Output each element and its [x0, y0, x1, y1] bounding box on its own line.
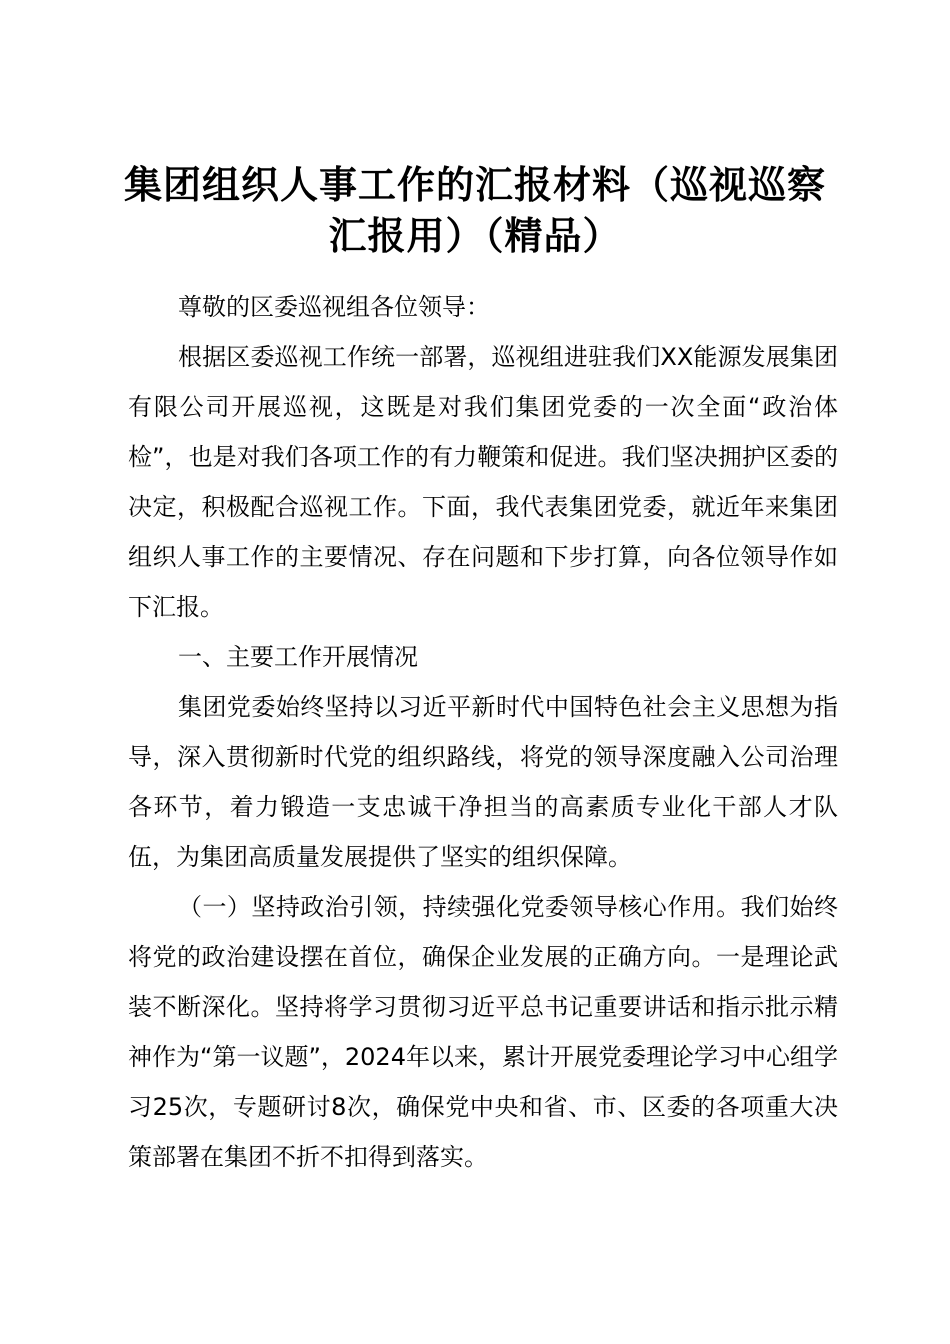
body-paragraph: （一）坚持政治引领，持续强化党委领导核心作用。我们始终将党的政治建设摆在首位，确保企业发展的正确方向。一是理论武装不断深化。坚持将学习贯彻习近平总书记重要讲话和指示批示精神作为“第一议题”，2024年以来，累计开展党委理论学习中心组学习25次，专题研讨8次，确保党中央和省、市、区委的各项重大决策部署在集团不折不扣得到落实。 — [128, 893, 838, 1171]
body-paragraph: 集团党委始终坚持以习近平新时代中国特色社会主义思想为指导，深入贯彻新时代党的组织路线，将党的领导深度融入公司治理各环节，着力锻造一支忠诚干净担当的高素质专业化干部人才队伍，为集团高质量发展提供了坚实的组织保障。 — [128, 693, 838, 871]
section-heading: 一、主要工作开展情况 — [178, 643, 418, 671]
intro-paragraph: 根据区委巡视工作统一部署，巡视组进驻我们XX能源发展集团有限公司开展巡视，这既是对我们集团党委的一次全面“政治体检”，也是对我们各项工作的有力鞭策和促进。我们坚决拥护区委的决定，积极配合巡视工作。下面，我代表集团党委，就近年来集团组织人事工作的主要情况、存在问题和下步打算，向各位领导作如下汇报。 — [128, 343, 838, 621]
document-body — [128, 282, 838, 1182]
salutation-paragraph: 尊敬的区委巡视组各位领导： — [178, 293, 490, 321]
document-title: 集团组织人事工作的汇报材料（巡视巡察汇报用）（精品） — [123, 163, 826, 258]
